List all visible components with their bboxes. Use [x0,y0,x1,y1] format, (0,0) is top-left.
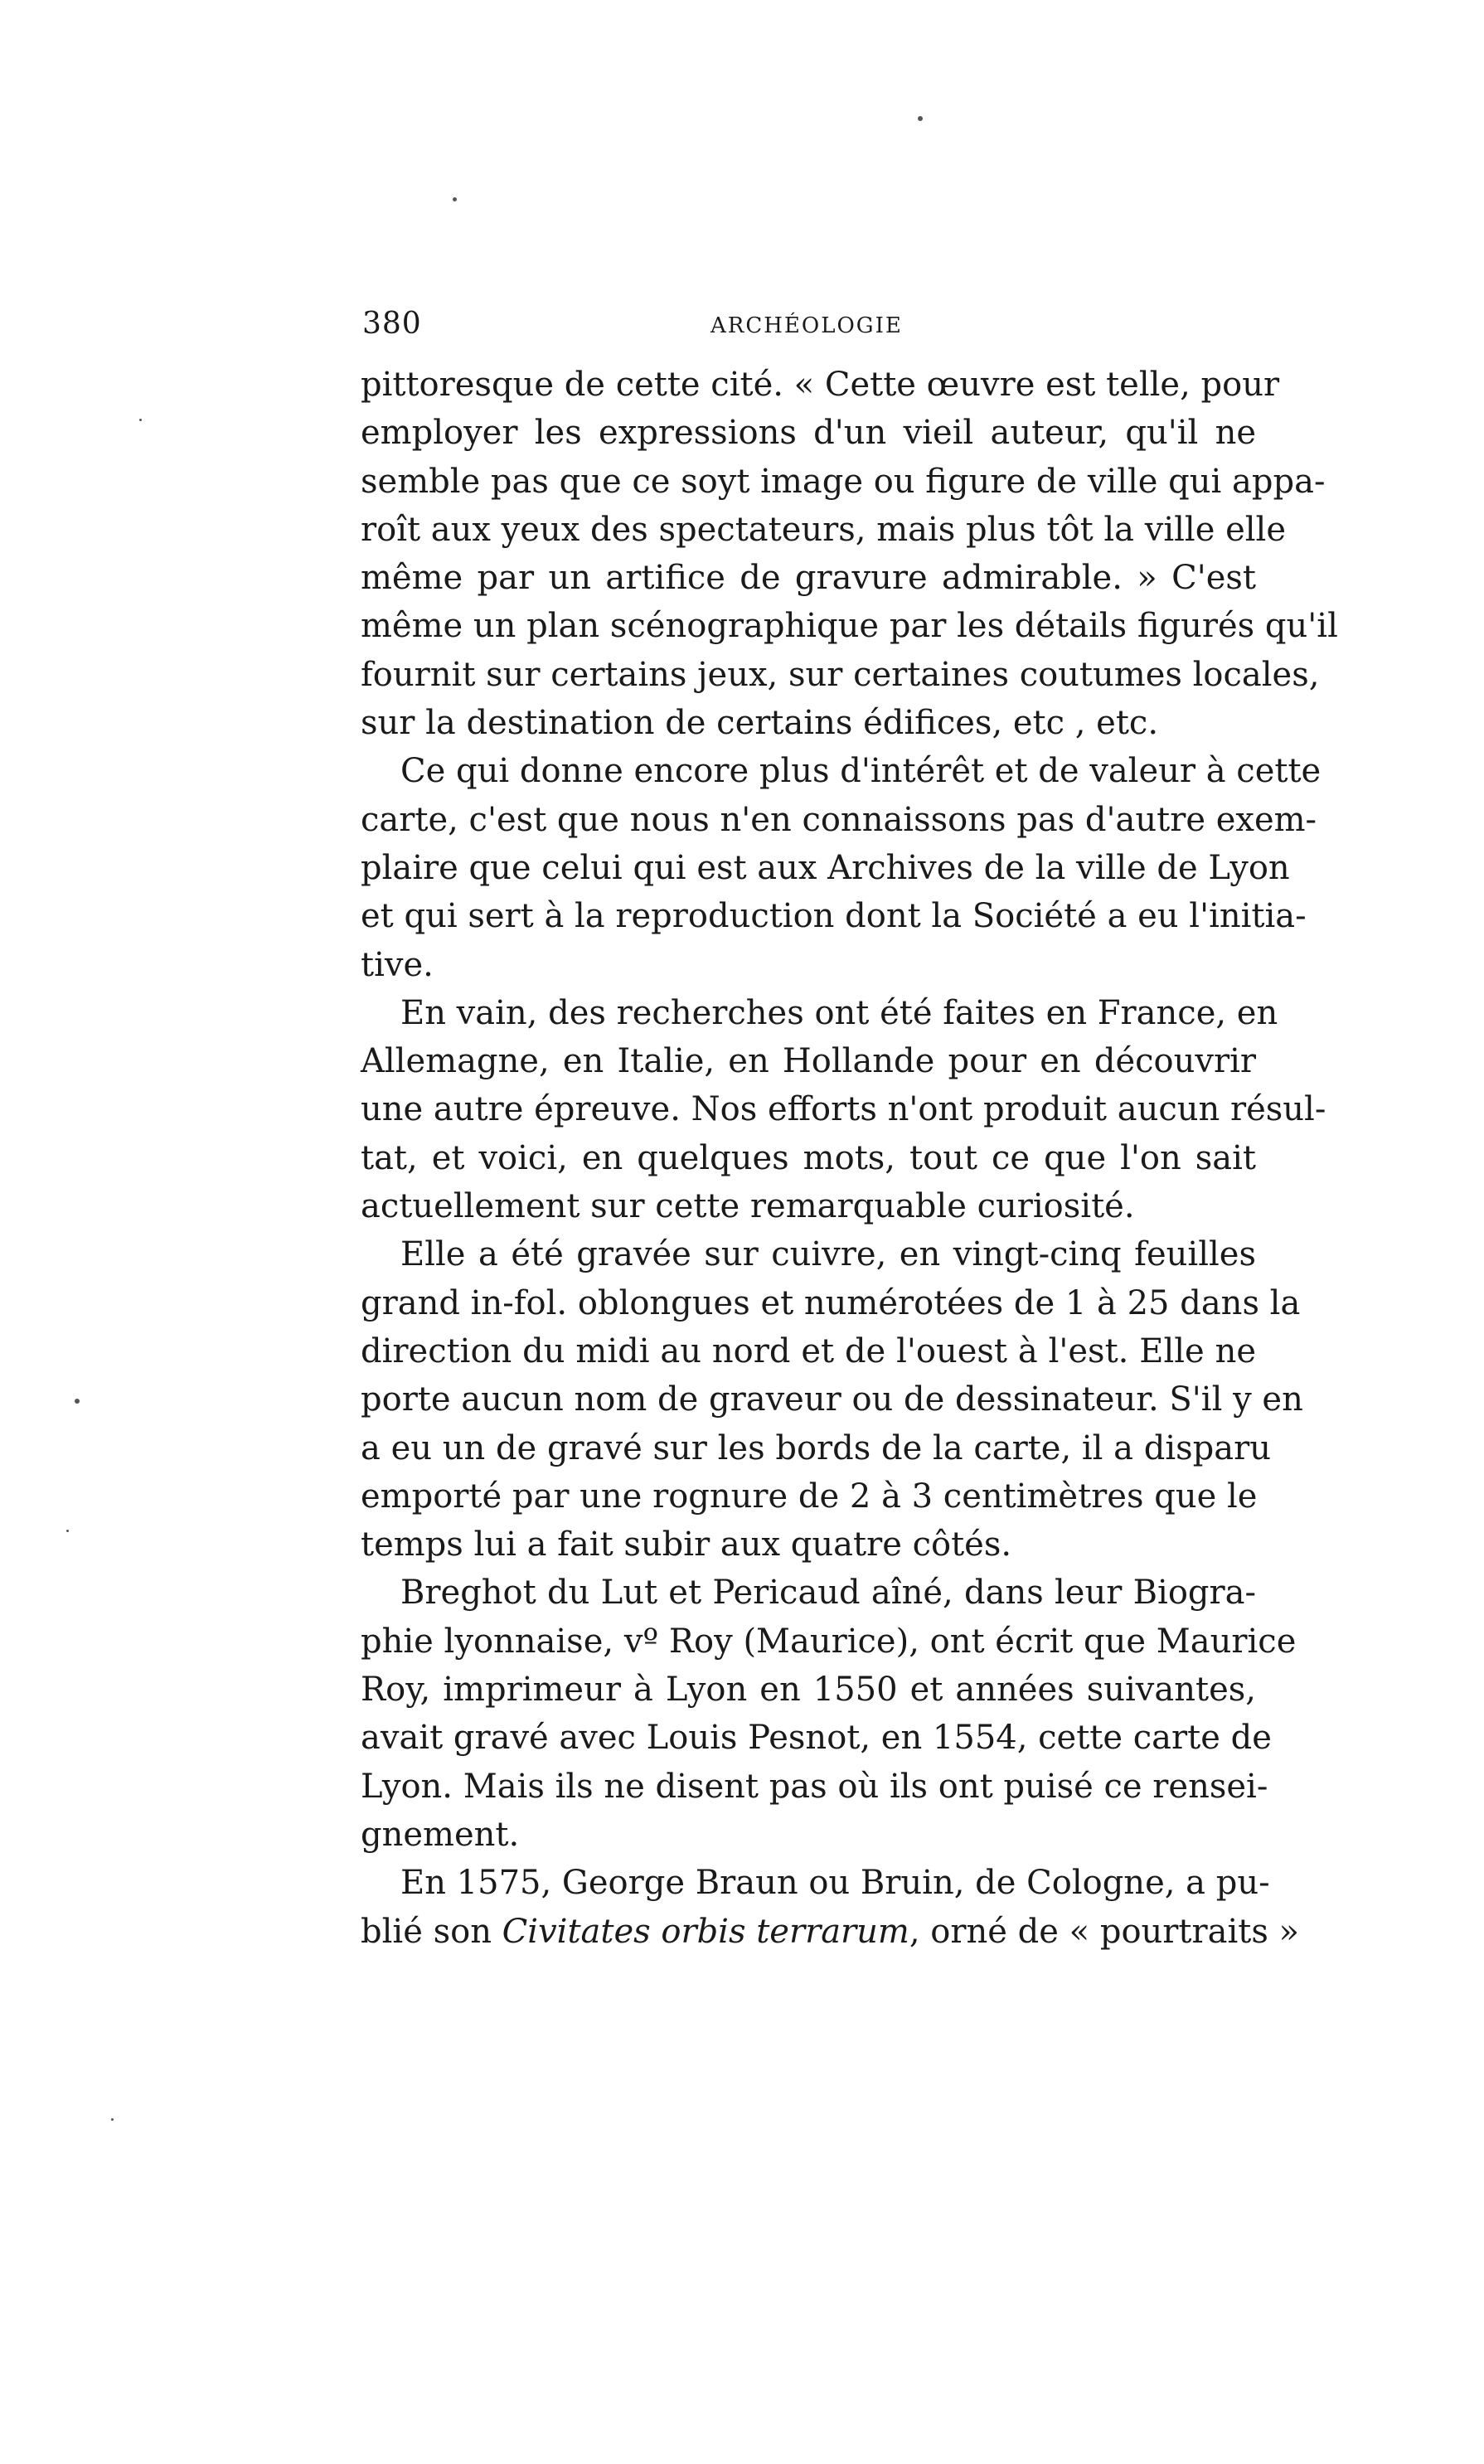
scan-speck [111,2118,114,2121]
paragraph-4 [361,1230,1303,1569]
text-line: direction du midi au nord et de l'ouest à l'est. Elle ne [361,1331,1256,1370]
text-line: a eu un de gravé sur les bords de la carte, il a disparu [361,1428,1272,1467]
text-line: Roy, imprimeur à Lyon en 1550 et années suivantes, [361,1671,1256,1710]
scan-speck [75,1399,80,1404]
text-line: une autre épreuve. Nos efforts n'ont produit aucun résul- [361,1090,1326,1129]
text-line: même par un artifice de gravure admirable. » C'est [361,559,1256,598]
text-line: avait gravé avec Louis Pesnot, en 1554, cette carte de [361,1719,1272,1758]
text-line: temps lui a fait subir aux quatre côtés. [361,1525,1012,1564]
text-line: pittoresque de cette cité. « Cette œuvre est telle, pour [361,366,1280,404]
text-line: actuellement sur cette remarquable curiosité. [361,1187,1135,1226]
text-line: tat, et voici, en quelques mots, tout ce que l'on sait [361,1138,1256,1177]
text-line: employer les expressions d'un vieil auteur, qu'il ne [361,414,1256,453]
text-line: En vain, des recherches ont été faites en France, en [400,993,1278,1032]
text-line: plaire que celui qui est aux Archives de la ville de Lyon [361,848,1290,887]
book-title-italic: Civitates orbis terrarum [502,1912,909,1951]
text-line-final [361,1908,1300,1956]
text-line: même un plan scénographique par les détails figurés qu'il [361,607,1338,646]
text-line: Lyon. Mais ils ne disent pas où ils ont puisé ce rensei- [361,1767,1268,1806]
paragraph-5 [361,1569,1297,1859]
scan-speck [453,197,457,201]
text-line: gnement. [361,1815,520,1854]
paragraph-3 [361,989,1326,1230]
text-line: grand in-fol. oblongues et numérotées de 1 à 25 dans la [361,1283,1301,1322]
text-line: carte, c'est que nous n'en connaissons pas d'autre exem- [361,800,1317,839]
page-number: 380 [362,307,422,341]
scan-speck [139,419,142,421]
running-head: ARCHÉOLOGIE [710,313,903,338]
text-line: roît aux yeux des spectateurs, mais plus tôt la ville elle [361,510,1287,549]
scan-speck [918,116,923,121]
body-text [361,361,1338,1956]
text-line: emporté par une rognure de 2 à 3 centimètres que le [361,1477,1258,1516]
page-header [362,307,1258,348]
text-line: Elle a été gravée sur cuivre, en vingt-cinq feuilles [400,1235,1256,1274]
text-line: porte aucun nom de graveur ou de dessinateur. S'il y en [361,1380,1303,1419]
text-line: En 1575, George Braun ou Bruin, de Cologne, a pu- [400,1864,1270,1903]
text-line: phie lyonnaise, vº Roy (Maurice), ont écrit que Maurice [361,1622,1297,1661]
text-line: Ce qui donne encore plus d'intérêt et de valeur à cette [400,752,1322,791]
text-line: sur la destination de certains édifices, etc , etc. [361,704,1159,743]
scan-speck [66,1530,69,1532]
paragraph-2 [361,747,1322,988]
text-line: Allemagne, en Italie, en Hollande pour en découvrir [361,1042,1256,1081]
paragraph-1 [361,361,1338,747]
text-line: et qui sert à la reproduction dont la Société a eu l'initia- [361,897,1307,936]
text-fragment: , orné de « pourtraits » [909,1912,1300,1951]
text-line: semble pas que ce soyt image ou figure de ville qui appa- [361,462,1326,501]
paragraph-6 [361,1859,1300,1956]
text-fragment: blié son [361,1912,502,1951]
text-line: tive. [361,945,434,984]
text-line: Breghot du Lut et Pericaud aîné, dans leur Biogra- [400,1574,1256,1613]
text-line: fournit sur certains jeux, sur certaines coutumes locales, [361,655,1320,694]
